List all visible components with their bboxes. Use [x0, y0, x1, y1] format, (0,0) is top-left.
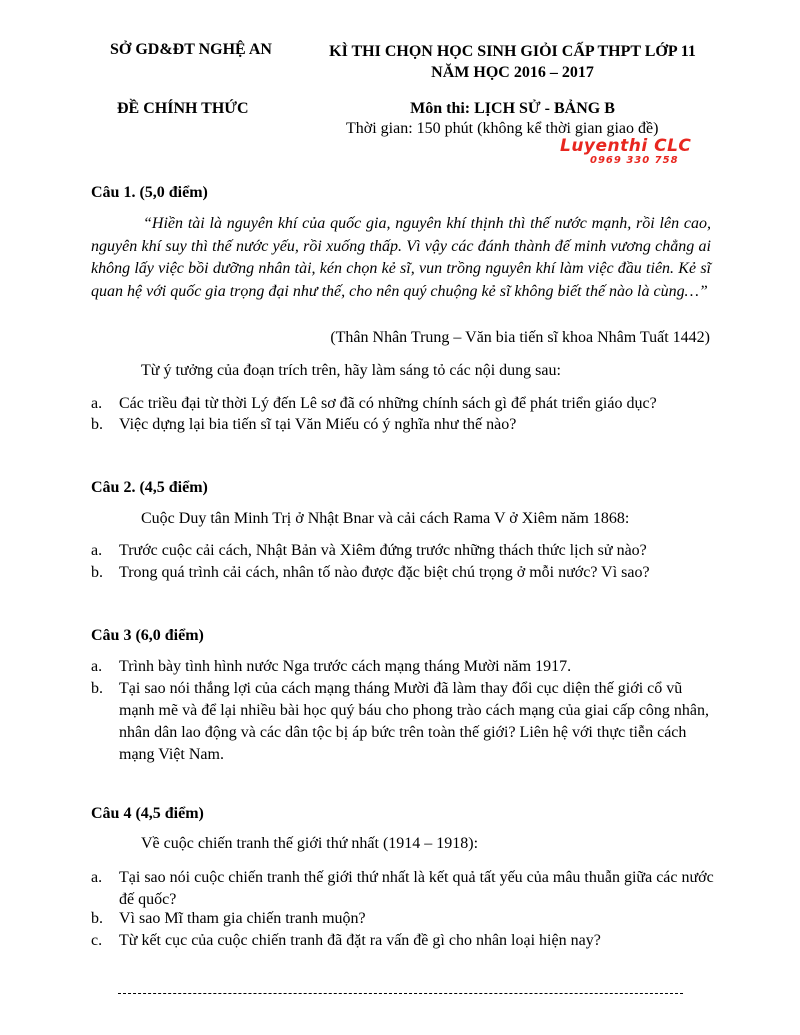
item-text: Tại sao nói cuộc chiến tranh thế giới thứ nhất là kết quả tất yếu của mâu thuẫn giữa các nước đế quốc?	[119, 869, 714, 908]
q1-intro: Từ ý tưởng của đoạn trích trên, hãy làm sáng tỏ các nội dung sau:	[141, 362, 561, 379]
q1-item-b	[91, 414, 716, 436]
q2-item-a	[91, 540, 716, 562]
item-label: b.	[91, 910, 103, 927]
q4-item-c	[91, 930, 716, 952]
item-text: Vì sao Mĩ tham gia chiến tranh muộn?	[119, 910, 366, 927]
time-allowed: Thời gian: 150 phút (không kể thời gian giao đề)	[346, 120, 659, 137]
q4-title: Câu 4 (4,5 điểm)	[91, 805, 204, 822]
item-text: Việc dựng lại bia tiến sĩ tại Văn Miếu có ý nghĩa như thế nào?	[119, 416, 517, 433]
item-text: Từ kết cục của cuộc chiến tranh đã đặt ra vấn đề gì cho nhân loại hiện nay?	[119, 932, 601, 949]
watermark-phone: 0969 330 758	[590, 155, 679, 166]
q4-item-b	[91, 908, 716, 930]
org-name: SỞ GD&ĐT NGHỆ AN	[110, 41, 272, 58]
item-label: a.	[91, 658, 103, 675]
item-label: b.	[91, 680, 103, 697]
item-text: Trong quá trình cải cách, nhân tố nào được đặc biệt chú trọng ở mỗi nước? Vì sao?	[119, 564, 650, 581]
exam-title-line1: KÌ THI CHỌN HỌC SINH GIỎI CẤP THPT LỚP 11	[329, 43, 696, 60]
q2-item-b	[91, 562, 716, 584]
q1-item-a	[91, 393, 716, 415]
item-label: a.	[91, 395, 103, 412]
item-label: b.	[91, 564, 103, 581]
q4-intro: Về cuộc chiến tranh thế giới thứ nhất (1914 – 1918):	[141, 835, 479, 852]
q1-quote: “Hiền tài là nguyên khí của quốc gia, nguyên khí thịnh thì thế nước mạnh, rồi lên cao, nguyên khí suy thì thế nước yếu, rồi xuống thấp. Vì vậy các đánh thành đế minh vương chẳng ai không lấy việc bồi dưỡng nhân tài, kén chọn kẻ sĩ, vun trồng nguyên khí làm việc đầu tiên. Kẻ sĩ quan hệ với quốc gia trọng đại như thế, cho nên quý chuộng kẻ sĩ không biết thế nào là cùng…”	[91, 215, 711, 300]
exam-title	[300, 41, 725, 83]
exam-title-line2: NĂM HỌC 2016 – 2017	[431, 64, 594, 81]
item-label: a.	[91, 869, 103, 886]
item-text: Trước cuộc cải cách, Nhật Bản và Xiêm đứng trước những thách thức lịch sử nào?	[119, 542, 647, 559]
q1-title: Câu 1. (5,0 điểm)	[91, 184, 208, 201]
q3-item-a	[91, 656, 716, 678]
item-label: b.	[91, 416, 103, 433]
q3-item-b	[91, 678, 713, 766]
item-text: Các triều đại từ thời Lý đến Lê sơ đã có những chính sách gì để phát triển giáo dục?	[119, 395, 657, 412]
item-text: Trình bày tình hình nước Nga trước cách mạng tháng Mười năm 1917.	[119, 658, 572, 675]
q2-title: Câu 2. (4,5 điểm)	[91, 479, 208, 496]
item-label: c.	[91, 932, 103, 949]
q1-source: (Thân Nhân Trung – Văn bia tiến sĩ khoa Nhâm Tuất 1442)	[330, 329, 710, 346]
item-text: Tại sao nói thắng lợi của cách mạng tháng Mười đã làm thay đổi cục diện thế giới cổ vũ mạnh mẽ và để lại nhiều bài học quý báu cho phong trào cách mạng của giai cấp công nhân, nhân dân lao động và các dân tộc bị áp bức trên toàn thế giới? Liên hệ với thực tiễn cách mạng Việt Nam.	[119, 680, 710, 763]
watermark-name: Luyenthi CLC	[560, 136, 692, 156]
end-divider	[118, 993, 683, 994]
q3-title: Câu 3 (6,0 điểm)	[91, 627, 204, 644]
q2-intro: Cuộc Duy tân Minh Trị ở Nhật Bnar và cải cách Rama V ở Xiêm năm 1868:	[141, 510, 630, 527]
subject: Môn thi: LỊCH SỬ - BẢNG B	[410, 100, 615, 117]
watermark-logo	[560, 137, 710, 166]
q4-item-a	[91, 867, 716, 911]
official-label: ĐỀ CHÍNH THỨC	[117, 100, 249, 117]
item-label: a.	[91, 542, 103, 559]
